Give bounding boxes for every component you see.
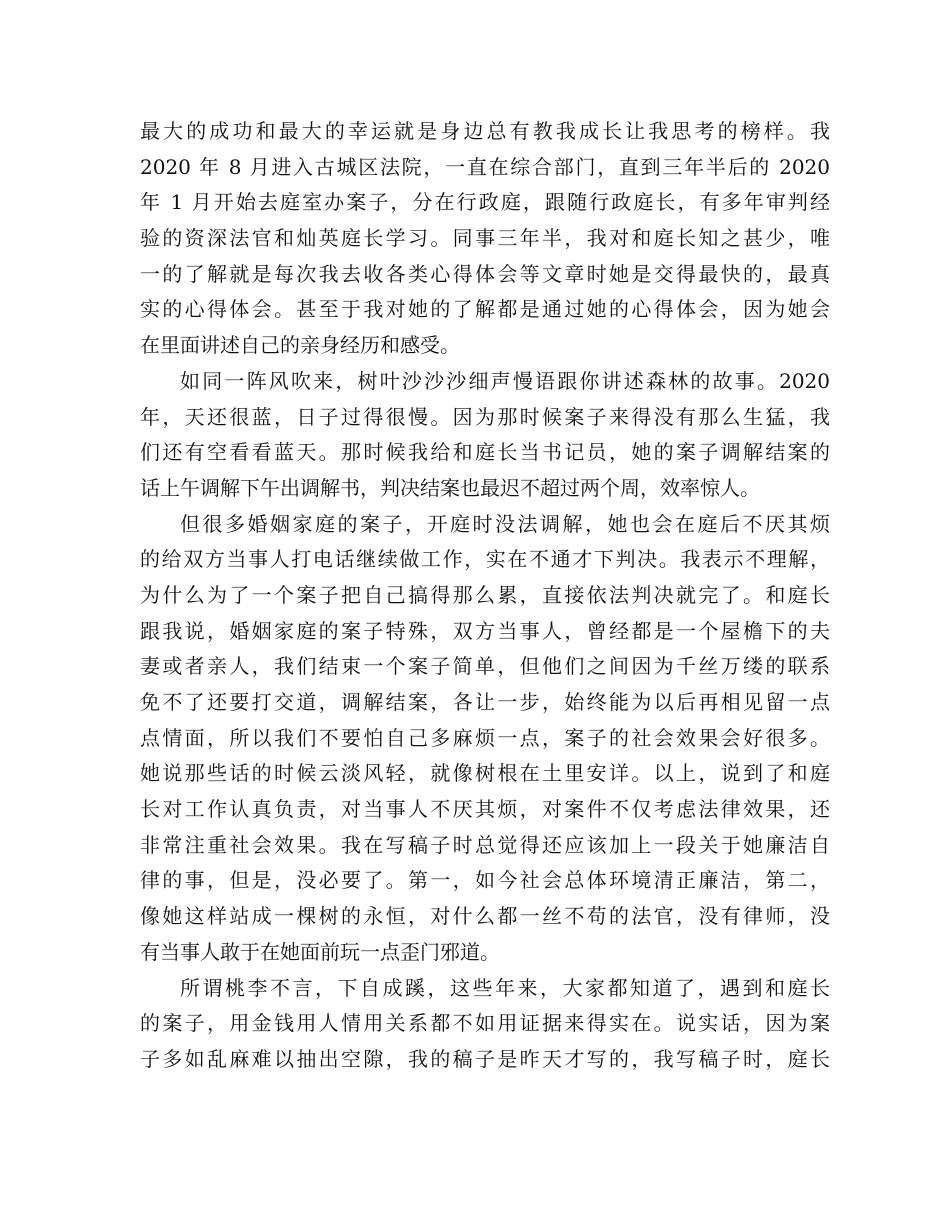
text-line: 妻或者亲人，我们结束一个案子简单，但他们之间因为千丝万缕的联系 [140,654,830,679]
paragraph [140,507,830,971]
text-line: 们还有空看看蓝天。那时候我给和庭长当书记员，她的案子调解结案的 [140,440,830,465]
text-line: 非常注重社会效果。我在写稿子时总觉得还应该加上一段关于她廉洁自 [140,832,830,857]
text-line: 她说那些话的时候云淡风轻，就像树根在土里安详。以上，说到了和庭 [140,761,830,786]
text-line: 最大的成功和最大的幸运就是身边总有教我成长让我思考的榜样。我 [140,119,830,143]
text-line: 有当事人敢于在她面前玩一点歪门邪道。 [140,939,500,964]
text-line: 话上午调解下午出调解书，判决结案也最迟不超过两个周，效率惊人。 [140,475,760,500]
text-line: 长对工作认真负责，对当事人不厌其烦，对案件不仅考虑法律效果，还 [140,797,830,822]
text-line: 免不了还要打交道，调解结案，各让一步，始终能为以后再相见留一点 [140,690,830,714]
text-line: 子多如乱麻难以抽出空隙，我的稿子是昨天才写的，我写稿子时，庭长 [140,1046,830,1071]
text-line: 所谓桃李不言，下自成蹊，这些年来，大家都知道了，遇到和庭长 [180,975,830,1000]
text-line: 的案子，用金钱用人情用关系都不如用证据来得实在。说实话，因为案 [140,1011,830,1036]
text-line: 年 1 月开始去庭室办案子，分在行政庭，跟随行政庭长，有多年审判经 [140,190,830,215]
text-line: 但很多婚姻家庭的案子，开庭时没法调解，她也会在庭后不厌其烦 [180,511,830,536]
text-line: 律的事，但是，没必要了。第一，如今社会总体环境清正廉洁，第二， [140,868,830,893]
text-line: 一的了解就是每次我去收各类心得体会等文章时她是交得最快的，最真 [140,261,830,286]
text-line: 在里面讲述自己的亲身经历和感受。 [140,333,460,358]
text-line: 实的心得体会。甚至于我对她的了解都是通过她的心得体会，因为她会 [140,297,830,322]
text-line: 验的资深法官和灿英庭长学习。同事三年半，我对和庭长知之甚少，唯 [140,226,830,251]
text-line: 为什么为了一个案子把自己搞得那么累，直接依法判决就完了。和庭长 [140,582,830,607]
text-line: 点情面，所以我们不要怕自己多麻烦一点，案子的社会效果会好很多。 [140,725,830,750]
text-line: 如同一阵风吹来，树叶沙沙沙细声慢语跟你讲述森林的故事。2020 [180,368,830,393]
document-body [140,114,830,1078]
paragraph [140,364,830,507]
paragraph [140,971,830,1078]
text-line: 的给双方当事人打电话继续做工作，实在不通才下判决。我表示不理解， [140,547,830,572]
text-line: 年，天还很蓝，日子过得很慢。因为那时候案子来得没有那么生猛，我 [140,404,830,429]
text-line: 跟我说，婚姻家庭的案子特殊，双方当事人，曾经都是一个屋檐下的夫 [140,618,830,643]
text-line: 像她这样站成一棵树的永恒，对什么都一丝不苟的法官，没有律师，没 [140,904,830,929]
paragraph [140,114,830,364]
text-line: 2020 年 8 月进入古城区法院，一直在综合部门，直到三年半后的 2020 [140,154,830,179]
